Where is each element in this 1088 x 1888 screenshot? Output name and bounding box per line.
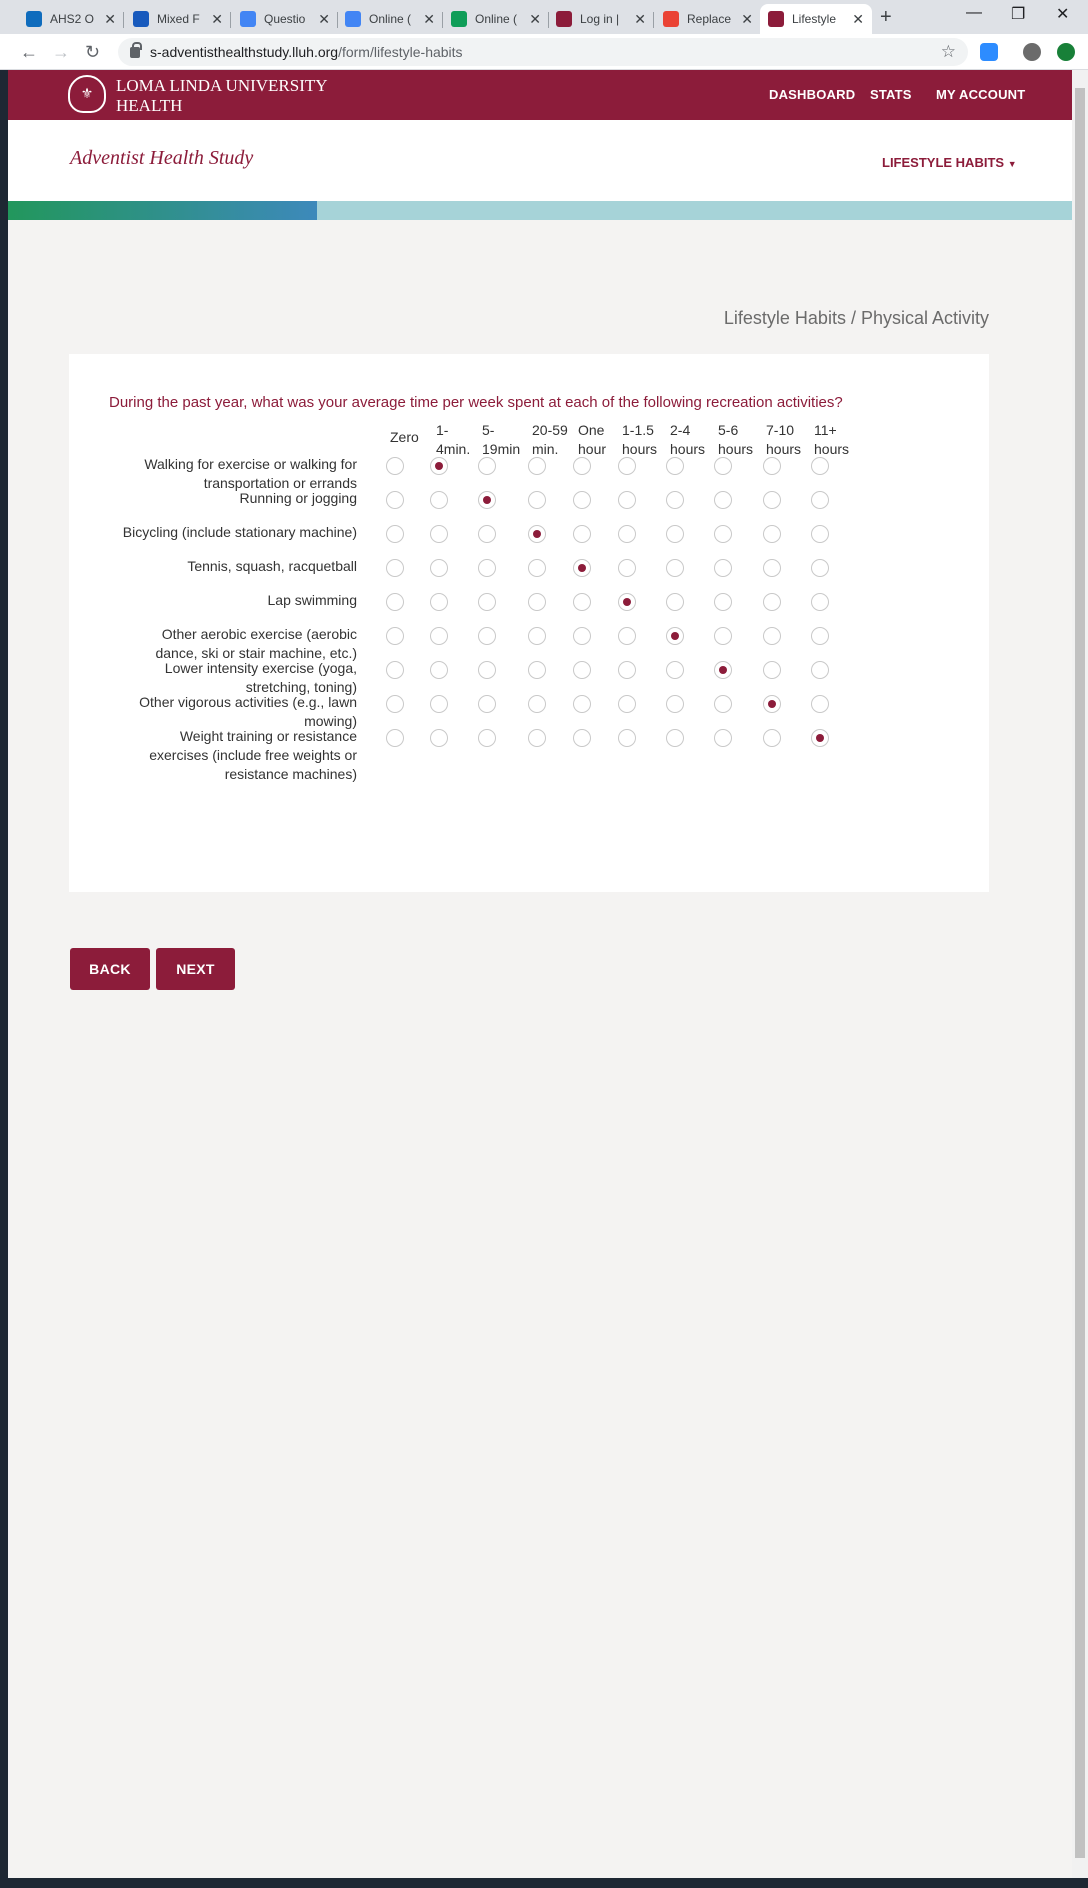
radio-option[interactable] (763, 525, 781, 543)
radio-option[interactable] (763, 695, 781, 713)
crest-extension-icon[interactable] (1023, 43, 1041, 61)
activity-label (99, 659, 357, 697)
activity-label-line: Walking for exercise or walking for (144, 456, 357, 472)
llu-crest-icon: ⚜ (68, 75, 106, 113)
radio-option[interactable] (763, 627, 781, 645)
radio-option[interactable] (714, 491, 732, 509)
next-button[interactable]: NEXT (156, 948, 235, 990)
radio-option[interactable] (430, 457, 448, 475)
new-tab-button[interactable]: + (880, 6, 892, 28)
update-icon[interactable] (1057, 43, 1075, 61)
progress-bar (8, 201, 1072, 220)
gmail-icon (663, 11, 679, 27)
radio-option[interactable] (386, 491, 404, 509)
radio-option[interactable] (666, 593, 684, 611)
column-header (814, 421, 849, 459)
column-header (532, 421, 568, 459)
activity-label-line: Lap swimming (267, 592, 357, 608)
radio-option[interactable] (811, 491, 829, 509)
column-header-line: One (578, 422, 605, 438)
column-header (670, 421, 705, 459)
radio-option[interactable] (478, 627, 496, 645)
radio-option[interactable] (618, 627, 636, 645)
radio-option[interactable] (666, 559, 684, 577)
llu-crest-icon (768, 11, 784, 27)
tab-title: Log in | (580, 12, 620, 26)
radio-option[interactable] (666, 457, 684, 475)
caret-down-icon: ▼ (1007, 159, 1017, 169)
study-brand[interactable]: Adventist Health Study (70, 147, 254, 169)
close-window-icon[interactable]: ✕ (1056, 6, 1070, 23)
column-header-line: hours (718, 441, 754, 457)
top-nav (8, 70, 1072, 120)
radio-option[interactable] (430, 593, 448, 611)
question-card (69, 354, 989, 892)
minimize-icon[interactable]: — (966, 4, 982, 21)
column-header (436, 421, 470, 459)
url-path: /form/lifestyle-habits (338, 44, 463, 60)
scrollbar-thumb[interactable] (1075, 88, 1085, 1858)
radio-option[interactable] (763, 457, 781, 475)
radio-option[interactable] (528, 695, 546, 713)
column-header-line: hour (578, 441, 607, 457)
close-tab-icon[interactable]: ✕ (104, 10, 116, 27)
activity-label-line: Weight training or resistance (179, 728, 357, 744)
radio-option[interactable] (573, 627, 591, 645)
radio-option[interactable] (430, 695, 448, 713)
browser-toolbar (0, 34, 1088, 70)
radio-option[interactable] (386, 525, 404, 543)
nav-stats[interactable]: STATS (870, 87, 912, 102)
radio-option[interactable] (478, 593, 496, 611)
close-tab-icon[interactable]: ✕ (634, 10, 646, 27)
radio-option[interactable] (573, 457, 591, 475)
radio-option[interactable] (811, 559, 829, 577)
breadcrumb: Lifestyle Habits / Physical Activity (723, 308, 989, 328)
radio-option[interactable] (528, 525, 546, 543)
tab-separator (653, 12, 654, 28)
tab-title: Replace (687, 12, 732, 26)
radio-option[interactable] (528, 491, 546, 509)
activity-label-line: resistance machines) (224, 766, 357, 782)
question-text: During the past year, what was your average time per week spent at each of the following recreation activities? (109, 394, 843, 411)
radio-option[interactable] (714, 627, 732, 645)
radio-option[interactable] (478, 661, 496, 679)
radio-option[interactable] (386, 729, 404, 747)
radio-option[interactable] (478, 729, 496, 747)
radio-option[interactable] (573, 593, 591, 611)
close-tab-icon[interactable]: ✕ (211, 10, 223, 27)
browser-tab[interactable] (655, 4, 761, 34)
radio-option[interactable] (573, 559, 591, 577)
tab-title: Mixed F (157, 12, 200, 26)
restore-icon[interactable]: ❐ (1011, 6, 1026, 23)
radio-option[interactable] (478, 695, 496, 713)
radio-option[interactable] (386, 457, 404, 475)
column-header-line: 11+ (814, 422, 837, 438)
radio-option[interactable] (528, 661, 546, 679)
cloud-icon (26, 11, 42, 27)
radio-option[interactable] (714, 457, 732, 475)
column-header-line: 1- (436, 422, 449, 438)
radio-option[interactable] (666, 627, 684, 645)
radio-option[interactable] (528, 627, 546, 645)
radio-option[interactable] (430, 627, 448, 645)
radio-option[interactable] (618, 695, 636, 713)
sub-header (8, 120, 1072, 201)
zoom-extension-icon[interactable] (980, 43, 998, 61)
address-bar[interactable] (118, 38, 968, 66)
tab-separator (230, 12, 231, 28)
column-header (718, 421, 753, 459)
radio-option[interactable] (618, 491, 636, 509)
nav-dashboard[interactable]: DASHBOARD (769, 87, 856, 102)
activity-label-line: dance, ski or stair machine, etc.) (155, 645, 357, 661)
radio-option[interactable] (573, 491, 591, 509)
url-host: s-adventisthealthstudy.lluh.org (150, 44, 339, 60)
activity-label (99, 625, 357, 663)
browser-tab[interactable] (337, 4, 443, 34)
activity-label-line: Lower intensity exercise (yoga, (164, 660, 357, 676)
docs-icon (345, 11, 361, 27)
radio-option[interactable] (666, 695, 684, 713)
column-header-line: 2-4 (670, 422, 691, 438)
radio-option[interactable] (386, 627, 404, 645)
activity-label (99, 455, 357, 493)
close-tab-icon[interactable]: ✕ (318, 10, 330, 27)
close-tab-icon[interactable]: ✕ (741, 10, 753, 27)
column-header (766, 421, 801, 459)
activity-label-line: Tennis, squash, racquetball (187, 558, 357, 574)
column-header-line: 20-59 (532, 422, 568, 438)
radio-option[interactable] (618, 525, 636, 543)
radio-option[interactable] (714, 695, 732, 713)
radio-option[interactable] (528, 593, 546, 611)
column-header-line: hours (622, 441, 658, 457)
back-button[interactable]: BACK (70, 948, 150, 990)
activity-label-line: mowing) (304, 713, 357, 729)
radio-option[interactable] (763, 491, 781, 509)
radio-option[interactable] (573, 661, 591, 679)
radio-option[interactable] (714, 593, 732, 611)
radio-option[interactable] (811, 457, 829, 475)
section-dropdown[interactable] (882, 155, 1017, 170)
activity-label (99, 591, 357, 610)
column-header-line: hours (814, 441, 850, 457)
tab-separator (123, 12, 124, 28)
activity-label-line: Bicycling (include stationary machine) (122, 524, 357, 540)
activity-label (99, 523, 357, 542)
radio-option[interactable] (666, 491, 684, 509)
activity-label-line: Other aerobic exercise (aerobic (161, 626, 357, 642)
radio-option[interactable] (478, 559, 496, 577)
column-header-line: hours (766, 441, 802, 457)
column-header (390, 428, 419, 447)
radio-option[interactable] (528, 729, 546, 747)
column-header-line: min. (532, 441, 559, 457)
radio-option[interactable] (430, 661, 448, 679)
radio-option[interactable] (528, 457, 546, 475)
radio-option[interactable] (811, 695, 829, 713)
radio-option[interactable] (714, 525, 732, 543)
column-header-line: 1-1.5 (622, 422, 654, 438)
column-header-line: 19min (482, 441, 521, 457)
activity-label-line: stretching, toning) (245, 679, 357, 695)
radio-option[interactable] (430, 729, 448, 747)
radio-option[interactable] (618, 457, 636, 475)
radio-option[interactable] (478, 525, 496, 543)
radio-option[interactable] (478, 457, 496, 475)
radio-option[interactable] (714, 729, 732, 747)
radio-option[interactable] (763, 593, 781, 611)
radio-option[interactable] (618, 593, 636, 611)
tab-title: AHS2 O (50, 12, 95, 26)
tab-title: Questio (264, 12, 306, 26)
close-tab-icon[interactable]: ✕ (852, 10, 864, 27)
close-tab-icon[interactable]: ✕ (529, 10, 541, 27)
radio-option[interactable] (618, 661, 636, 679)
tab-strip (0, 0, 1088, 34)
browser-tab[interactable] (760, 4, 872, 34)
browser-tab[interactable] (548, 4, 654, 34)
column-header (482, 421, 520, 459)
radio-option[interactable] (573, 525, 591, 543)
radio-option[interactable] (666, 525, 684, 543)
university-logo-text[interactable]: LOMA LINDA UNIVERSITY HEALTH (116, 76, 327, 115)
page-scrollbar[interactable] (1072, 70, 1088, 1878)
activity-label-line: transportation or errands (203, 475, 357, 491)
column-header-line: Zero (390, 429, 419, 445)
column-header (578, 421, 606, 459)
radio-option[interactable] (386, 593, 404, 611)
radio-option[interactable] (811, 627, 829, 645)
nav-my-account[interactable]: MY ACCOUNT (936, 87, 1026, 102)
radio-option[interactable] (386, 661, 404, 679)
browser-tab[interactable] (443, 4, 549, 34)
activity-label-line: Other vigorous activities (e.g., lawn (139, 694, 357, 710)
progress-fill (8, 201, 317, 220)
activity-label (99, 727, 357, 784)
column-header-line: 5- (482, 422, 495, 438)
tab-title: Online ( (369, 12, 412, 26)
llu-crest-icon (556, 11, 572, 27)
docs-icon (240, 11, 256, 27)
radio-option[interactable] (386, 559, 404, 577)
tab-title: Online ( (475, 12, 518, 26)
radio-option[interactable] (763, 661, 781, 679)
radio-option[interactable] (618, 559, 636, 577)
column-header-line: hours (670, 441, 706, 457)
lock-icon (130, 47, 140, 58)
radio-option[interactable] (573, 729, 591, 747)
taskbar-edge (0, 1878, 1088, 1888)
desktop-edge (0, 70, 8, 1888)
radio-option[interactable] (478, 491, 496, 509)
column-header (622, 421, 657, 459)
radio-option[interactable] (763, 559, 781, 577)
radio-option[interactable] (430, 491, 448, 509)
close-tab-icon[interactable]: ✕ (423, 10, 435, 27)
activity-label-line: exercises (include free weights or (149, 747, 357, 763)
reload-icon[interactable]: ↻ (85, 42, 101, 62)
radio-option[interactable] (811, 729, 829, 747)
radio-option[interactable] (573, 695, 591, 713)
radio-option[interactable] (386, 695, 404, 713)
activity-label (99, 489, 357, 508)
radio-option[interactable] (763, 729, 781, 747)
column-header-line: 7-10 (766, 422, 795, 438)
section-dropdown-label: LIFESTYLE HABITS (882, 155, 1005, 170)
sheets-icon (451, 11, 467, 27)
page-viewport (8, 70, 1072, 1878)
word-icon (133, 11, 149, 27)
forward-arrow-icon[interactable]: → (52, 42, 70, 62)
radio-option[interactable] (430, 525, 448, 543)
radio-option[interactable] (811, 661, 829, 679)
radio-option[interactable] (666, 661, 684, 679)
tab-title: Lifestyle (792, 12, 837, 26)
activity-label (99, 557, 357, 576)
activity-label-line: Running or jogging (239, 490, 357, 506)
column-header-line: 5-6 (718, 422, 739, 438)
radio-option[interactable] (666, 729, 684, 747)
radio-option[interactable] (811, 525, 829, 543)
radio-option[interactable] (714, 559, 732, 577)
activity-label (99, 693, 357, 731)
radio-option[interactable] (430, 559, 448, 577)
radio-option[interactable] (618, 729, 636, 747)
back-arrow-icon[interactable]: ← (20, 42, 38, 62)
radio-option[interactable] (528, 559, 546, 577)
browser-tab[interactable] (18, 4, 124, 34)
column-header-line: 4min. (436, 441, 471, 457)
browser-tab[interactable] (125, 4, 231, 34)
radio-option[interactable] (811, 593, 829, 611)
radio-option[interactable] (714, 661, 732, 679)
browser-tab[interactable] (232, 4, 338, 34)
bookmark-star-icon[interactable]: ☆ (940, 42, 956, 61)
